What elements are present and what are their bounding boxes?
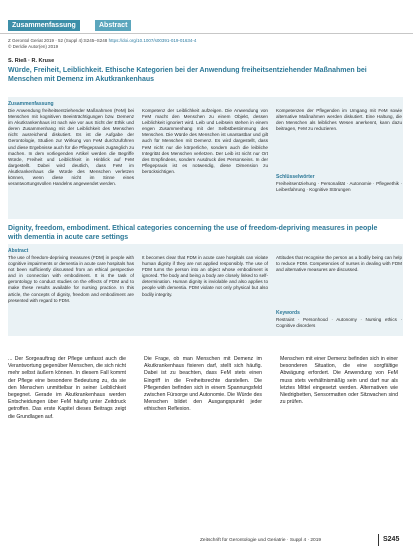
body-col3: Menschen mit einer Demenz befinden sich in einer besonderen Situation, die eine sorgfältige Abwägung erfordert. Die Anwendung von FeM muss stets verhältnismäßig sein und darf nur als letztes Mittel eingesetzt werden. Alternativen wie Niedrigbetten, Sensormatten oder Sitzwachen sind zu prüfen. [280,356,398,406]
tag-zusammenfassung: Zusammenfassung [8,20,80,31]
article-meta [8,38,403,50]
title-german: Würde, Freiheit, Leiblichkeit. Ethische Kategorien bei der Anwendung freiheitsentziehender Maßnahmen bei Menschen mit Demenz im Akutkrankenhaus [8,67,367,83]
german-keywords: Freiheitsentziehung · Personalität · Autonomie · Pflegeethik · Leibesfahrung · Kognitive Störungen [276,181,402,193]
english-abstract-col3: Attitudes that recognise the person as a bodily being can help to reduce FDM. Competencies of nurses in dealing with FDM and alternative measures are discussed. [276,255,402,273]
body-col1: ... Der Sorgeauftrag der Pflege umfasst auch die Verantwortung gegenüber Menschen, die sich nicht mehr selbst äußern können. In diesem Fall kommt der Pflege eine besondere Bedeutung zu, da sie den Menschen unmittelbar in seiner Leiblichkeit begegnet. Gerade im Akutkrankenhaus werden Entscheidungen über FeM häufig unter Zeitdruck getroffen. Das erste Kapitel dieses Beitrags zeigt die Grundlagen auf. [8,356,126,420]
page-number: S245 [383,536,400,543]
body-col2: Die Frage, ob man Menschen mit Demenz im Akutkrankenhaus fixieren darf, stellt sich häufig. Dabei ist zu beachten, dass FeM stets einen Eingriff in die Freiheitsrechte darstellen. Die Pflegenden befinden sich in einem Spannungsfeld zwischen Fürsorge und Autonomie. Die Würde des Menschen bildet den Ausgangspunkt jeder ethischen Reflexion. [144,356,262,413]
copyright: © Der/die Autor(en) 2019 [8,44,59,49]
doi-link[interactable]: https://doi.org/10.1007/s00391-019-01634-4 [108,38,197,43]
english-abstract-col1: The use of freedom-depriving measures (FDM) in people with cognitive impairments or dementia in acute care hospitals has not been sufficiently discussed from an ethical perspective and in connection with embodiment. It is the task of gerontology to conduct studies on the effects of FDM and to make these results available for nursing practice. In this article, the concepts of dignity, freedom and embodiment are presented with regard to FDM. [8,255,134,303]
english-keywords: Restraint · Personhood · Autonomy · Nursing ethics · Cognitive disorders [276,317,402,329]
header-rule [0,33,413,34]
german-keywords-heading: Schlüsselwörter [276,174,315,180]
title-english: Dignity, freedom, embodiment. Ethical categories concerning the use of freedom-depriving measures in people with dementia in acute care settings [8,225,378,241]
journal-citation: Z Gerontol Geriat 2019 · 52 (Suppl 4):S245–S248 [8,38,108,43]
english-abstract-col2: It becomes clear that FDM in acute care hospitals can violate human dignity if they are not applied responsibly. The use of FDM turns the person into an object whose embodiment is ignored. The body and being a body are closely linked to self-determination. Human dignity is inviolable and also applies to people with dementia. FDM violate not only physical but also bodily integrity. [142,255,268,297]
german-abstract-col1: Die Anwendung freiheitsentziehender Maßnahmen (FeM) bei Menschen mit kognitiven Beeinträchtigungen bzw. Demenz im Akutkrankenhaus ist nach wie vor aus Sicht der Ethik und deren Zusammenhang mit der Leiblichkeit des Menschen nicht ausreichend diskutiert. Es ist die Aufgabe der Gerontologie, Studien zur Wirkung von FeM durchzuführen und diese Ergebnisse auch für die Pflegepraxis zugänglich zu machen. In dem vorliegenden Artikel werden die Begriffe Würde, Freiheit und Leiblichkeit in Hinblick auf FeM dargestellt. Dabei wird deutlich, dass FeM im Akutkrankenhaus die Würde des Menschen verletzen können, wenn diese nicht im Sinne eines verantwortungsvollen Handelns angewendet werden. [8,108,134,187]
english-abstract-heading: Abstract [8,248,29,254]
authors: S. Rieß · R. Kruse [8,58,55,64]
footer-divider [378,534,379,546]
german-abstract-heading: Zusammenfassung [8,101,54,107]
german-abstract-col2: Kompetenz der Leiblichkeit aufzeigen. Die Anwendung von FeM macht den Menschen zu einem Objekt, dessen Leiblichkeit ignoriert wird. Leib und Leibsein stehen in einem engen Zusammenhang mit der Selbstbestimmung des Menschen. Die Würde des Menschen ist unantastbar und gilt auch für Menschen mit Demenz. Es wird dargestellt, dass FeM nicht nur die körperliche, sondern auch die leibliche Integrität des Menschen verletzen. Der Leib ist nicht nur Ort des Empfindens, sondern Ausdruck des Personseins. In der Pflegepraxis ist es notwendig, diese Dimension zu berücksichtigen. [142,108,268,174]
tag-abstract: Abstract [95,20,131,31]
footer-journal: Zeitschrift für Gerontologie und Geriatrie · Suppl 4 · 2019 [200,538,322,543]
english-keywords-heading: Keywords [276,310,300,316]
german-abstract-col3: Kompetenzen der Pflegenden im Umgang mit FeM sowie alternative Maßnahmen werden diskutiert. Eine Haltung, die den Menschen als leibliches Wesen anerkennt, kann dazu beitragen, FeM zu reduzieren. [276,108,402,132]
